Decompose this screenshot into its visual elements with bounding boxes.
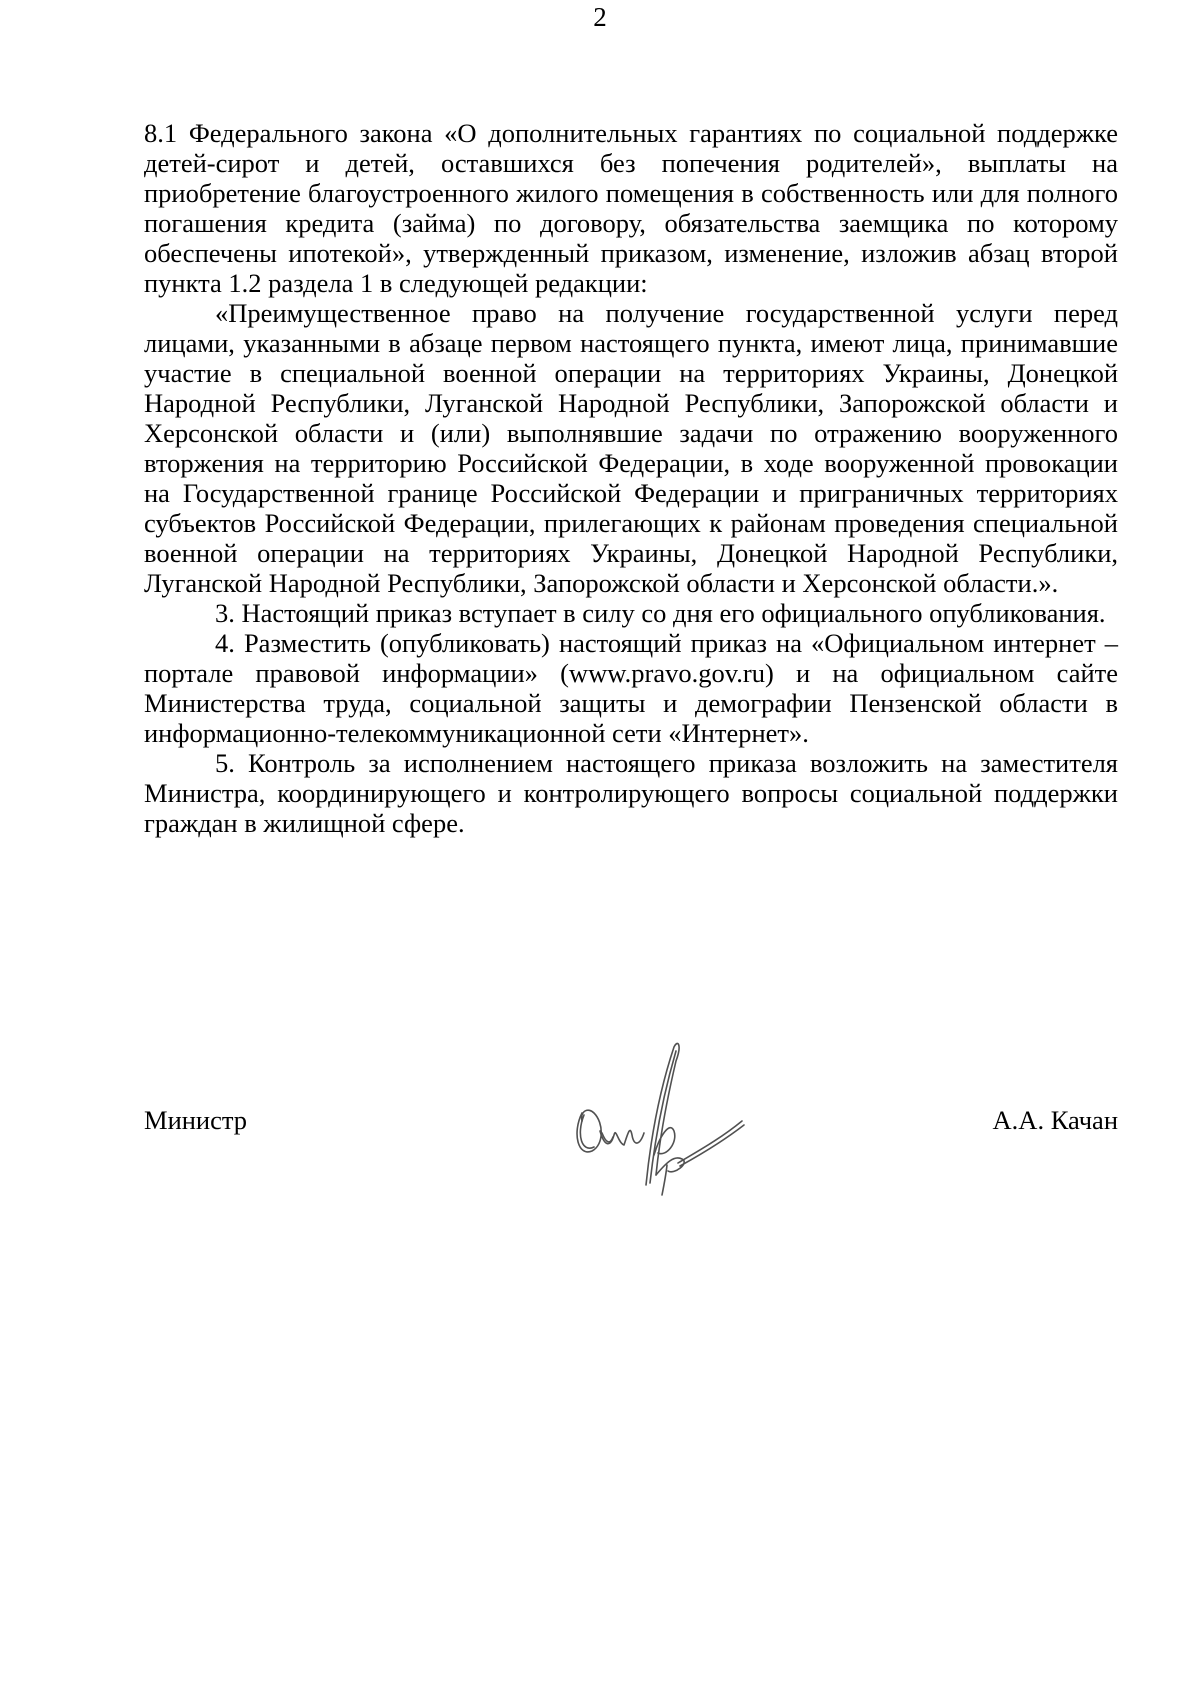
paragraph-law-reference: 8.1 Федерального закона «О дополнительных гарантиях по социальной поддержке детей-сирот и детей, оставшихся без попечения родителей», выплаты на приобретение благоустроенного жилого помещения в собственность или для полного погашения кредита (займа) по договору, обязательства заемщика по которому обеспечены ипотекой», утвержденный приказом, изменение, изложив абзац второй пункта 1.2 раздела 1 в следующей редакции: — [144, 118, 1118, 298]
page-number: 2 — [593, 2, 607, 32]
document-body — [144, 118, 1118, 838]
paragraph-publication: 4. Разместить (опубликовать) настоящий приказ на «Официальном интернет – портале правовой информации» (www.pravo.gov.ru) и на официальном сайте Министерства труда, социальной защиты и демографии Пензенской области в информационно-телекоммуникационной сети «Интернет». — [144, 628, 1118, 748]
signatory-title: Министр — [144, 1105, 248, 1135]
paragraph-preferential-right: «Преимущественное право на получение государственной услуги перед лицами, указанными в абзаце первом настоящего пункта, имеют лица, принимавшие участие в специальной военной операции на территориях Украины, Донецкой Народной Республики, Луганской Народной Республики, Запорожской области и Херсонской области и (или) выполнявшие задачи по отражению вооруженного вторжения на территорию Российской Федерации, в ходе вооруженной провокации на Государственной границе Российской Федерации и приграничных территориях субъектов Российской Федерации, прилегающих к районам проведения специальной военной операции на территориях Украины, Донецкой Народной Республики, Луганской Народной Республики, Запорожской области и Херсонской области.». — [144, 298, 1118, 598]
paragraph-effective-date: 3. Настоящий приказ вступает в силу со дня его официального опубликования. — [215, 598, 1106, 628]
handwritten-signature — [570, 1035, 750, 1210]
paragraph-control: 5. Контроль за исполнением настоящего приказа возложить на заместителя Министра, координирующего и контролирующего вопросы социальной поддержки граждан в жилищной сфере. — [144, 748, 1118, 838]
signatory-name: А.А. Качан — [992, 1105, 1118, 1135]
